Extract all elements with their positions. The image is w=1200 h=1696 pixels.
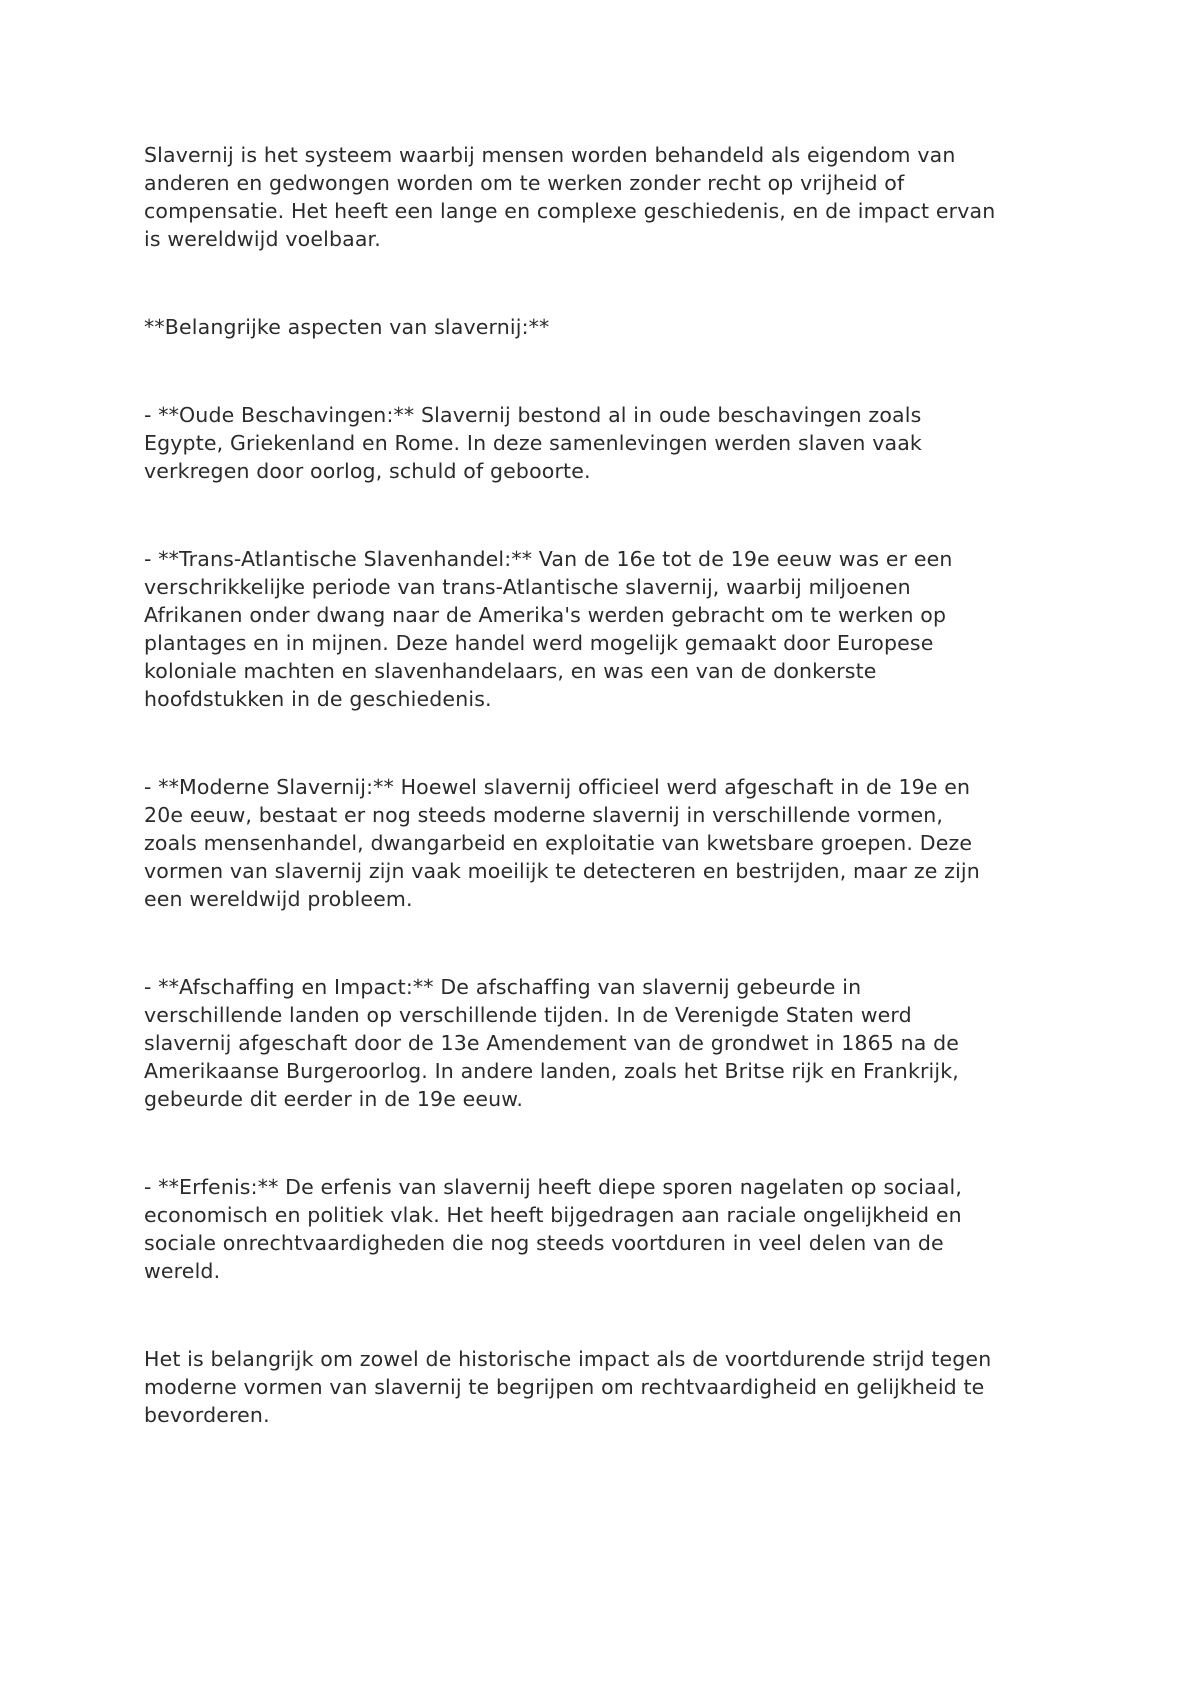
paragraph-spacer bbox=[144, 1113, 1084, 1173]
paragraph-spacer bbox=[144, 713, 1084, 773]
list-item-afschaffing-en-impact: - **Afschaffing en Impact:** De afschaffing van slavernij gebeurde in verschillende landen op verschillende tijden. In de Verenigde Staten werd slavernij afgeschaft door de 13e Amendement van de grondwet in 1865 na de Amerikaanse Burgeroorlog. In andere landen, zoals het Britse rijk en Frankrijk, gebeurde dit eerder in de 19e eeuw. bbox=[144, 975, 960, 1111]
list-item-trans-atlantische-slavenhandel: - **Trans-Atlantische Slavenhandel:** Van de 16e tot de 19e eeuw was er een verschrikkelijke periode van trans-Atlantische slavernij, waarbij miljoenen Afrikanen onder dwang naar de Amerika's werden gebracht om te werken op plantages en in mijnen. Deze handel werd mogelijk gemaakt door Europese koloniale machten en slavenhandelaars, en was een van de donkerste hoofdstukken in de geschiedenis. bbox=[144, 547, 953, 711]
conclusion-paragraph: Het is belangrijk om zowel de historische impact als de voortdurende strijd tegen moderne vormen van slavernij te begrijpen om rechtvaardigheid en gelijkheid te bevorderen. bbox=[144, 1347, 992, 1427]
paragraph-spacer bbox=[144, 341, 1084, 401]
paragraph-spacer bbox=[144, 485, 1084, 545]
intro-paragraph: Slavernij is het systeem waarbij mensen worden behandeld als eigendom van anderen en gedwongen worden om te werken zonder recht op vrijheid of compensatie. Het heeft een lange en complexe geschiedenis, en de impact ervan is wereldwijd voelbaar. bbox=[144, 143, 996, 251]
list-item-moderne-slavernij: - **Moderne Slavernij:** Hoewel slavernij officieel werd afgeschaft in de 19e en 20e eeuw, bestaat er nog steeds moderne slavernij in verschillende vormen, zoals mensenhandel, dwangarbeid en exploitatie van kwetsbare groepen. Deze vormen van slavernij zijn vaak moeilijk te detecteren en bestrijden, maar ze zijn een wereldwijd probleem. bbox=[144, 775, 980, 911]
list-item-erfenis: - **Erfenis:** De erfenis van slavernij heeft diepe sporen nagelaten op sociaal, economisch en politiek vlak. Het heeft bijgedragen aan raciale ongelijkheid en sociale onrechtvaardigheden die nog steeds voortduren in veel delen van de wereld. bbox=[144, 1175, 963, 1283]
section-heading: **Belangrijke aspecten van slavernij:** bbox=[144, 315, 550, 339]
list-item-oude-beschavingen: - **Oude Beschavingen:** Slavernij bestond al in oude beschavingen zoals Egypte, Griekenland en Rome. In deze samenlevingen werden slaven vaak verkregen door oorlog, schuld of geboorte. bbox=[144, 403, 922, 483]
paragraph-spacer bbox=[144, 913, 1084, 973]
paragraph-spacer bbox=[144, 253, 1084, 313]
paragraph-spacer bbox=[144, 1285, 1084, 1345]
document-body bbox=[144, 141, 1084, 1429]
